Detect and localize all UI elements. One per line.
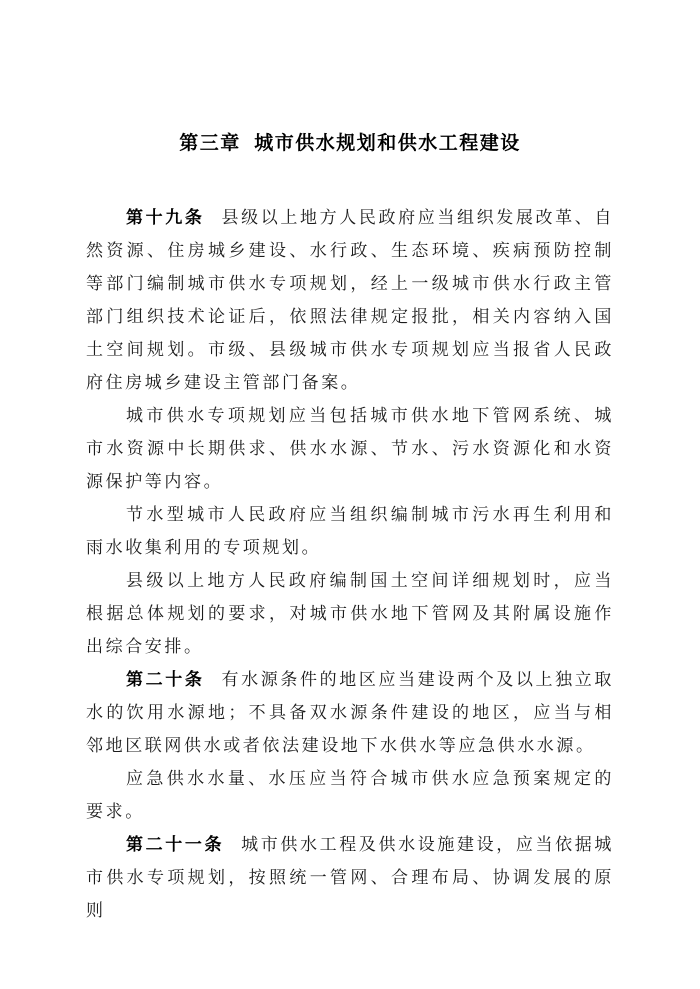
paragraph [86, 762, 614, 828]
article-number: 第十九条 [126, 208, 205, 227]
paragraph [86, 564, 614, 663]
paragraph-list [86, 201, 614, 927]
paragraph [86, 399, 614, 498]
paragraph-text: 应急供水水量、水压应当符合城市供水应急预案规定的要求。 [86, 769, 614, 821]
paragraph-text: 节水型城市人民政府应当组织编制城市污水再生利用和雨水收集利用的专项规划。 [86, 505, 614, 557]
paragraph-text: 城市供水专项规划应当包括城市供水地下管网系统、城市水资源中长期供求、供水水源、节水、污水资源化和水资源保护等内容。 [86, 406, 614, 491]
article-number: 第二十一条 [126, 835, 225, 854]
paragraph [86, 201, 614, 399]
paragraph [86, 828, 614, 927]
chapter-title: 第三章 城市供水规划和供水工程建设 [179, 133, 521, 154]
paragraph-text: 有水源条件的地区应当建设两个及以上独立取水的饮用水源地；不具备双水源条件建设的地区，应当与相邻地区联网供水或者依法建设地下水供水等应急供水水源。 [86, 670, 615, 755]
paragraph-text: 县级以上地方人民政府编制国土空间详细规划时，应当根据总体规划的要求，对城市供水地下管网及其附属设施作出综合安排。 [86, 571, 614, 656]
document-content [86, 131, 614, 927]
paragraph [86, 663, 614, 762]
article-number: 第二十条 [126, 670, 205, 689]
paragraph-text: 县级以上地方人民政府应当组织发展改革、自然资源、住房城乡建设、水行政、生态环境、疾病预防控制等部门编制城市供水专项规划，经上一级城市供水行政主管部门组织技术论证后，依照法律规定报批，相关内容纳入国土空间规划。市级、县级城市供水专项规划应当报省人民政府住房城乡建设主管部门备案。 [86, 208, 615, 392]
paragraph [86, 498, 614, 564]
paragraph-text: 城市供水工程及供水设施建设，应当依据城市供水专项规划，按照统一管网、合理布局、协调发展的原则 [86, 835, 615, 920]
